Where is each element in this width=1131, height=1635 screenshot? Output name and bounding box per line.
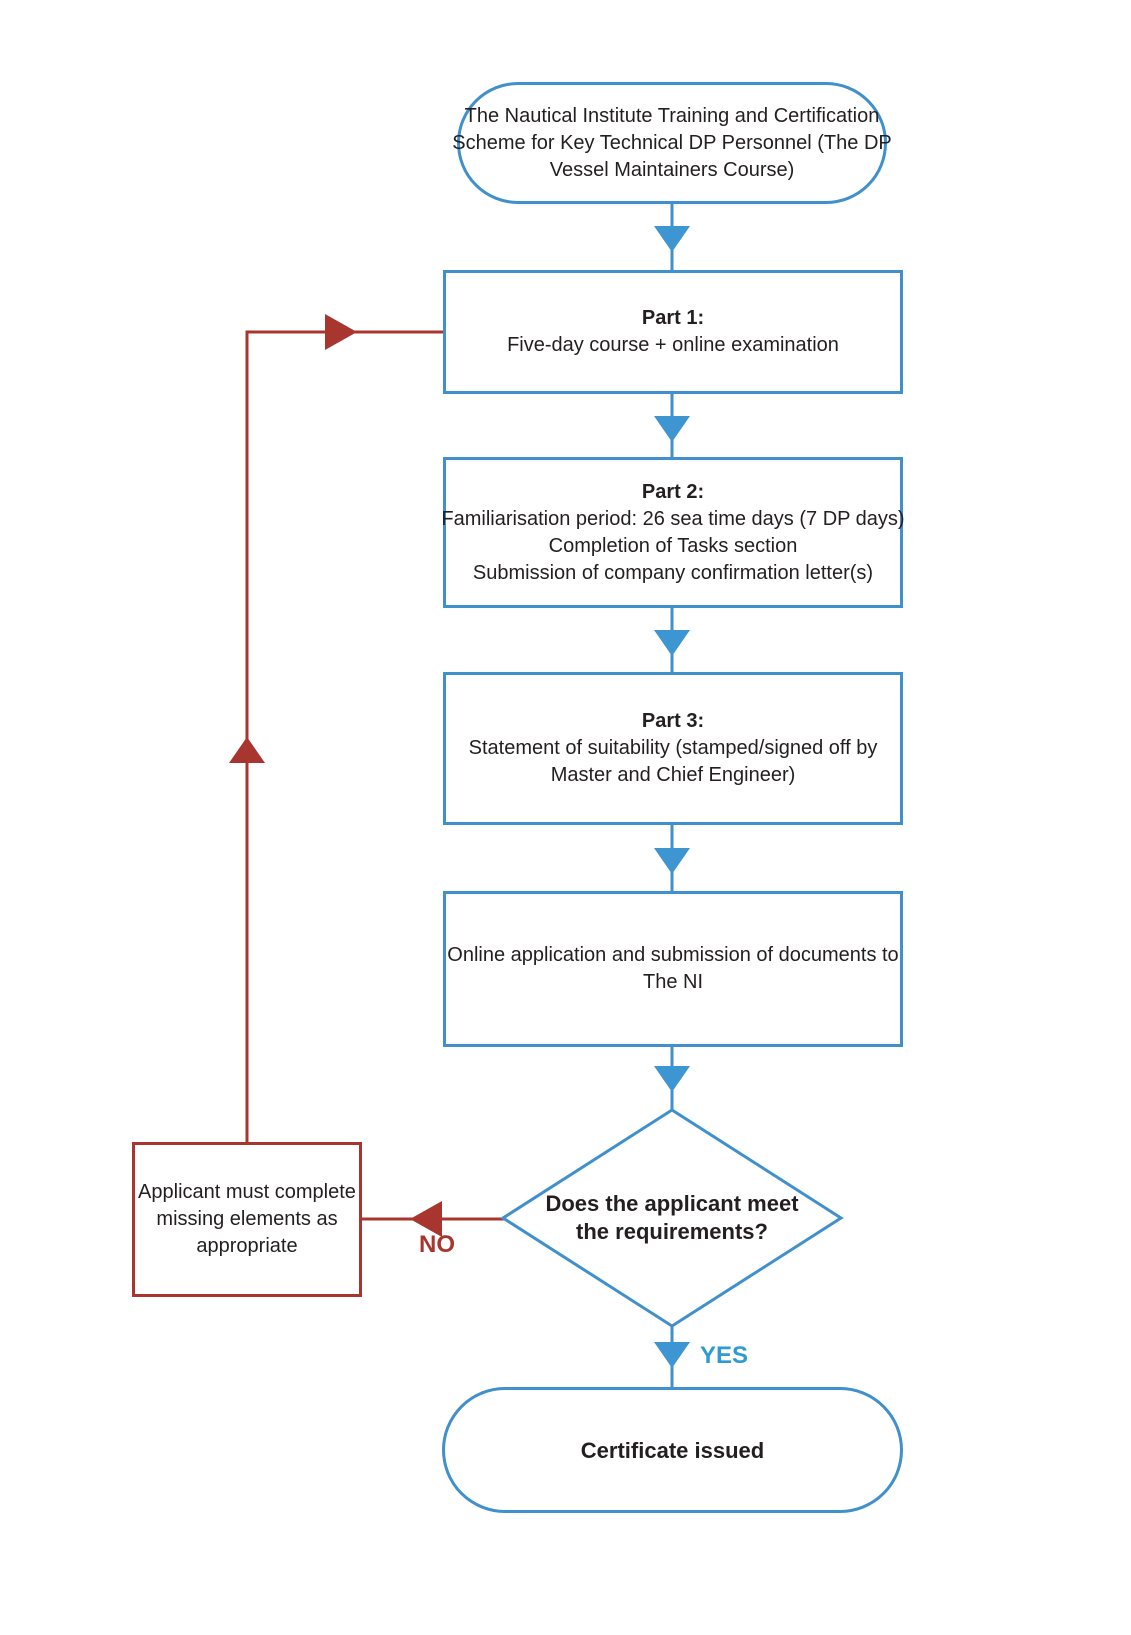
end-node-text: Certificate issued xyxy=(580,1437,765,1463)
arrow-down-icon xyxy=(654,226,690,252)
decision-node xyxy=(512,1190,832,1246)
start-node-text: The Nautical Institute Training and Certification xyxy=(464,104,880,127)
no-action-node xyxy=(132,1142,362,1297)
no-action-text: missing elements as xyxy=(156,1208,338,1230)
online-application-node xyxy=(443,891,903,1047)
part1-title: Part 1: xyxy=(641,307,705,329)
part2-text: Completion of Tasks section xyxy=(548,534,798,557)
arrow-down-icon xyxy=(654,1066,690,1092)
end-node xyxy=(442,1387,903,1513)
part2-text: Familiarisation period: 26 sea time days (7 DP days) xyxy=(441,507,905,530)
arrow-down-icon xyxy=(654,416,690,442)
start-node-text: Scheme for Key Technical DP Personnel (The DP xyxy=(452,131,892,154)
no-action-text: Applicant must complete xyxy=(138,1181,356,1203)
arrow-down-icon xyxy=(654,630,690,656)
arrow-right-icon xyxy=(325,314,357,350)
part2-text: Submission of company confirmation letter(s) xyxy=(472,561,874,584)
start-node-text: Vessel Maintainers Course) xyxy=(549,158,795,181)
yes-edge-label: YES xyxy=(700,1342,749,1369)
part2-node xyxy=(443,457,903,608)
no-action-text: appropriate xyxy=(196,1235,298,1257)
edge-noaction-part1-loop xyxy=(247,332,443,1144)
part3-title: Part 3: xyxy=(641,710,705,732)
part3-text: Master and Chief Engineer) xyxy=(550,764,796,786)
online-application-text: The NI xyxy=(642,971,704,993)
part1-node xyxy=(443,270,903,394)
arrow-up-icon xyxy=(229,737,265,763)
online-application-text: Online application and submission of documents to xyxy=(447,944,899,966)
start-node xyxy=(452,82,892,204)
no-edge-label: NO xyxy=(419,1231,455,1258)
part1-text: Five-day course + online examination xyxy=(507,334,839,356)
part3-node xyxy=(443,672,903,825)
arrow-down-icon xyxy=(654,1342,690,1368)
decision-text: the requirements? xyxy=(576,1219,768,1244)
arrow-down-icon xyxy=(654,848,690,874)
decision-text: Does the applicant meet xyxy=(545,1191,799,1216)
part2-title: Part 2: xyxy=(641,480,705,503)
part3-text: Statement of suitability (stamped/signed off by xyxy=(468,737,878,759)
